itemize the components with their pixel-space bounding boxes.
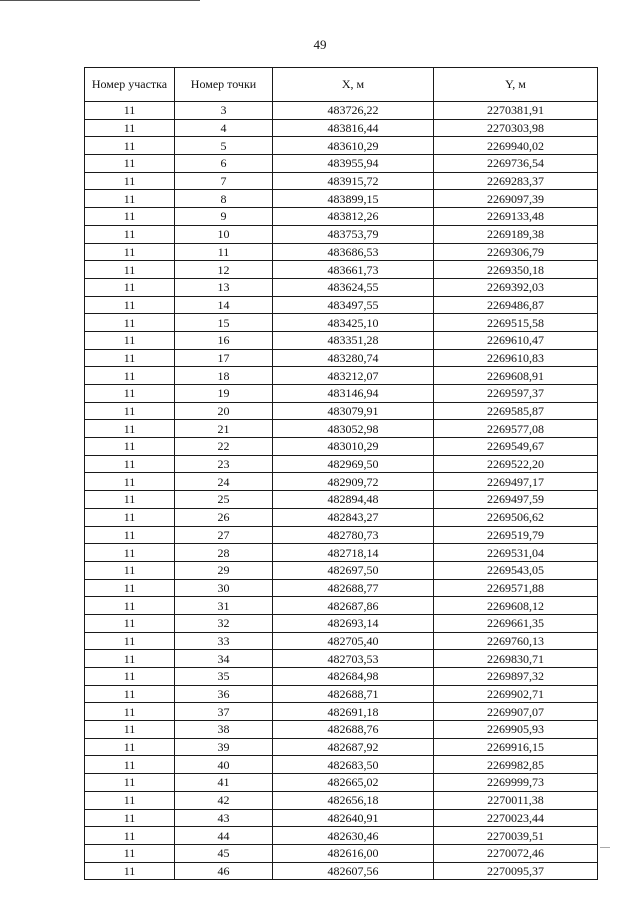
table-row bbox=[85, 225, 598, 243]
table-row bbox=[85, 438, 598, 456]
cell-x-coordinate: 482656,18 bbox=[273, 791, 434, 809]
table-row bbox=[85, 314, 598, 332]
cell-point-number: 45 bbox=[175, 844, 273, 862]
cell-x-coordinate: 483915,72 bbox=[273, 172, 434, 190]
header-point-number: Номер точки bbox=[175, 68, 273, 102]
table-row bbox=[85, 508, 598, 526]
cell-x-coordinate: 482780,73 bbox=[273, 526, 434, 544]
cell-x-coordinate: 483955,94 bbox=[273, 155, 434, 173]
cell-plot-number: 11 bbox=[85, 650, 175, 668]
table-row bbox=[85, 190, 598, 208]
table-row bbox=[85, 756, 598, 774]
cell-point-number: 43 bbox=[175, 809, 273, 827]
cell-y-coordinate: 2269133,48 bbox=[434, 208, 598, 226]
cell-y-coordinate: 2269350,18 bbox=[434, 261, 598, 279]
cell-point-number: 27 bbox=[175, 526, 273, 544]
cell-y-coordinate: 2270023,44 bbox=[434, 809, 598, 827]
cell-point-number: 28 bbox=[175, 544, 273, 562]
cell-y-coordinate: 2269571,88 bbox=[434, 579, 598, 597]
cell-plot-number: 11 bbox=[85, 491, 175, 509]
cell-plot-number: 11 bbox=[85, 402, 175, 420]
table-row bbox=[85, 526, 598, 544]
cell-plot-number: 11 bbox=[85, 809, 175, 827]
cell-x-coordinate: 483726,22 bbox=[273, 102, 434, 120]
cell-y-coordinate: 2269736,54 bbox=[434, 155, 598, 173]
cell-x-coordinate: 483425,10 bbox=[273, 314, 434, 332]
table-row bbox=[85, 172, 598, 190]
cell-point-number: 29 bbox=[175, 561, 273, 579]
cell-y-coordinate: 2270381,91 bbox=[434, 102, 598, 120]
cell-point-number: 46 bbox=[175, 862, 273, 880]
cell-point-number: 31 bbox=[175, 597, 273, 615]
cell-x-coordinate: 483816,44 bbox=[273, 119, 434, 137]
cell-plot-number: 11 bbox=[85, 349, 175, 367]
cell-point-number: 40 bbox=[175, 756, 273, 774]
cell-point-number: 23 bbox=[175, 455, 273, 473]
table-row bbox=[85, 703, 598, 721]
cell-plot-number: 11 bbox=[85, 367, 175, 385]
cell-x-coordinate: 483610,29 bbox=[273, 137, 434, 155]
cell-x-coordinate: 482687,92 bbox=[273, 738, 434, 756]
cell-plot-number: 11 bbox=[85, 385, 175, 403]
table-row bbox=[85, 668, 598, 686]
cell-point-number: 25 bbox=[175, 491, 273, 509]
cell-y-coordinate: 2269916,15 bbox=[434, 738, 598, 756]
table-row bbox=[85, 738, 598, 756]
cell-point-number: 10 bbox=[175, 225, 273, 243]
cell-x-coordinate: 482693,14 bbox=[273, 614, 434, 632]
cell-x-coordinate: 483079,91 bbox=[273, 402, 434, 420]
table-row bbox=[85, 473, 598, 491]
cell-point-number: 17 bbox=[175, 349, 273, 367]
cell-y-coordinate: 2269486,87 bbox=[434, 296, 598, 314]
table-row bbox=[85, 155, 598, 173]
cell-point-number: 15 bbox=[175, 314, 273, 332]
cell-point-number: 14 bbox=[175, 296, 273, 314]
cell-plot-number: 11 bbox=[85, 703, 175, 721]
table-row bbox=[85, 862, 598, 880]
cell-y-coordinate: 2269519,79 bbox=[434, 526, 598, 544]
cell-point-number: 30 bbox=[175, 579, 273, 597]
table-row bbox=[85, 243, 598, 261]
cell-point-number: 20 bbox=[175, 402, 273, 420]
cell-y-coordinate: 2269905,93 bbox=[434, 721, 598, 739]
cell-plot-number: 11 bbox=[85, 668, 175, 686]
cell-point-number: 35 bbox=[175, 668, 273, 686]
cell-point-number: 38 bbox=[175, 721, 273, 739]
cell-x-coordinate: 483812,26 bbox=[273, 208, 434, 226]
cell-y-coordinate: 2270095,37 bbox=[434, 862, 598, 880]
cell-point-number: 19 bbox=[175, 385, 273, 403]
cell-x-coordinate: 482665,02 bbox=[273, 774, 434, 792]
cell-x-coordinate: 482909,72 bbox=[273, 473, 434, 491]
table-row bbox=[85, 296, 598, 314]
cell-y-coordinate: 2269610,47 bbox=[434, 331, 598, 349]
table-row bbox=[85, 579, 598, 597]
cell-y-coordinate: 2269577,08 bbox=[434, 420, 598, 438]
table-row bbox=[85, 614, 598, 632]
cell-plot-number: 11 bbox=[85, 862, 175, 880]
cell-x-coordinate: 483899,15 bbox=[273, 190, 434, 208]
cell-y-coordinate: 2269283,37 bbox=[434, 172, 598, 190]
table-row bbox=[85, 261, 598, 279]
page-number: 49 bbox=[313, 37, 327, 52]
cell-x-coordinate: 482969,50 bbox=[273, 455, 434, 473]
cell-y-coordinate: 2269897,32 bbox=[434, 668, 598, 686]
cell-y-coordinate: 2269597,37 bbox=[434, 385, 598, 403]
cell-plot-number: 11 bbox=[85, 473, 175, 491]
cell-y-coordinate: 2269610,83 bbox=[434, 349, 598, 367]
cell-x-coordinate: 483212,07 bbox=[273, 367, 434, 385]
table-row bbox=[85, 721, 598, 739]
cell-point-number: 41 bbox=[175, 774, 273, 792]
cell-y-coordinate: 2269999,73 bbox=[434, 774, 598, 792]
cell-x-coordinate: 482616,00 bbox=[273, 844, 434, 862]
cell-x-coordinate: 483010,29 bbox=[273, 438, 434, 456]
cell-point-number: 12 bbox=[175, 261, 273, 279]
cell-plot-number: 11 bbox=[85, 455, 175, 473]
cell-y-coordinate: 2269907,07 bbox=[434, 703, 598, 721]
cell-x-coordinate: 482718,14 bbox=[273, 544, 434, 562]
cell-point-number: 6 bbox=[175, 155, 273, 173]
cell-plot-number: 11 bbox=[85, 685, 175, 703]
cell-y-coordinate: 2270072,46 bbox=[434, 844, 598, 862]
header-x-coordinate: X, м bbox=[273, 68, 434, 102]
cell-point-number: 21 bbox=[175, 420, 273, 438]
cell-x-coordinate: 482684,98 bbox=[273, 668, 434, 686]
cell-y-coordinate: 2269549,67 bbox=[434, 438, 598, 456]
table-row bbox=[85, 561, 598, 579]
cell-y-coordinate: 2269830,71 bbox=[434, 650, 598, 668]
cell-x-coordinate: 483497,55 bbox=[273, 296, 434, 314]
cell-point-number: 13 bbox=[175, 278, 273, 296]
cell-plot-number: 11 bbox=[85, 438, 175, 456]
cell-y-coordinate: 2269608,91 bbox=[434, 367, 598, 385]
cell-point-number: 36 bbox=[175, 685, 273, 703]
cell-y-coordinate: 2269543,05 bbox=[434, 561, 598, 579]
cell-plot-number: 11 bbox=[85, 614, 175, 632]
cell-plot-number: 11 bbox=[85, 508, 175, 526]
cell-plot-number: 11 bbox=[85, 243, 175, 261]
cell-point-number: 42 bbox=[175, 791, 273, 809]
cell-point-number: 3 bbox=[175, 102, 273, 120]
cell-x-coordinate: 483280,74 bbox=[273, 349, 434, 367]
cell-point-number: 24 bbox=[175, 473, 273, 491]
cell-y-coordinate: 2269189,38 bbox=[434, 225, 598, 243]
cell-point-number: 37 bbox=[175, 703, 273, 721]
cell-plot-number: 11 bbox=[85, 844, 175, 862]
header-y-coordinate: Y, м bbox=[434, 68, 598, 102]
coordinates-table bbox=[84, 67, 598, 880]
cell-plot-number: 11 bbox=[85, 791, 175, 809]
cell-x-coordinate: 482688,71 bbox=[273, 685, 434, 703]
cell-plot-number: 11 bbox=[85, 102, 175, 120]
cell-x-coordinate: 482683,50 bbox=[273, 756, 434, 774]
cell-y-coordinate: 2269506,62 bbox=[434, 508, 598, 526]
cell-plot-number: 11 bbox=[85, 331, 175, 349]
cell-plot-number: 11 bbox=[85, 261, 175, 279]
cell-plot-number: 11 bbox=[85, 774, 175, 792]
cell-plot-number: 11 bbox=[85, 827, 175, 845]
cell-point-number: 11 bbox=[175, 243, 273, 261]
cell-y-coordinate: 2269982,85 bbox=[434, 756, 598, 774]
cell-y-coordinate: 2269522,20 bbox=[434, 455, 598, 473]
cell-x-coordinate: 482687,86 bbox=[273, 597, 434, 615]
cell-x-coordinate: 482705,40 bbox=[273, 632, 434, 650]
table-row bbox=[85, 349, 598, 367]
cell-x-coordinate: 482607,56 bbox=[273, 862, 434, 880]
cell-point-number: 32 bbox=[175, 614, 273, 632]
cell-plot-number: 11 bbox=[85, 721, 175, 739]
cell-plot-number: 11 bbox=[85, 190, 175, 208]
cell-y-coordinate: 2269661,35 bbox=[434, 614, 598, 632]
table-row bbox=[85, 119, 598, 137]
cell-plot-number: 11 bbox=[85, 119, 175, 137]
cell-x-coordinate: 482703,53 bbox=[273, 650, 434, 668]
cell-y-coordinate: 2269515,58 bbox=[434, 314, 598, 332]
table-row bbox=[85, 685, 598, 703]
table-row bbox=[85, 367, 598, 385]
cell-plot-number: 11 bbox=[85, 137, 175, 155]
cell-x-coordinate: 483146,94 bbox=[273, 385, 434, 403]
cell-plot-number: 11 bbox=[85, 225, 175, 243]
cell-point-number: 34 bbox=[175, 650, 273, 668]
cell-x-coordinate: 482894,48 bbox=[273, 491, 434, 509]
table-row bbox=[85, 650, 598, 668]
table-row bbox=[85, 774, 598, 792]
table-row bbox=[85, 420, 598, 438]
table-row bbox=[85, 385, 598, 403]
table-row bbox=[85, 208, 598, 226]
cell-x-coordinate: 483686,53 bbox=[273, 243, 434, 261]
cell-point-number: 4 bbox=[175, 119, 273, 137]
cell-y-coordinate: 2269940,02 bbox=[434, 137, 598, 155]
table-header bbox=[85, 68, 598, 102]
cell-y-coordinate: 2269902,71 bbox=[434, 685, 598, 703]
cell-y-coordinate: 2269497,59 bbox=[434, 491, 598, 509]
cell-y-coordinate: 2270039,51 bbox=[434, 827, 598, 845]
table-row bbox=[85, 278, 598, 296]
cell-y-coordinate: 2269497,17 bbox=[434, 473, 598, 491]
cell-plot-number: 11 bbox=[85, 296, 175, 314]
cell-plot-number: 11 bbox=[85, 597, 175, 615]
cell-y-coordinate: 2269306,79 bbox=[434, 243, 598, 261]
cell-y-coordinate: 2269585,87 bbox=[434, 402, 598, 420]
cell-plot-number: 11 bbox=[85, 172, 175, 190]
cell-y-coordinate: 2270011,38 bbox=[434, 791, 598, 809]
cell-point-number: 8 bbox=[175, 190, 273, 208]
cell-x-coordinate: 482697,50 bbox=[273, 561, 434, 579]
cell-x-coordinate: 482691,18 bbox=[273, 703, 434, 721]
cell-point-number: 5 bbox=[175, 137, 273, 155]
table-row bbox=[85, 491, 598, 509]
table-row bbox=[85, 791, 598, 809]
header-plot-number: Номер участка bbox=[85, 68, 175, 102]
table-row bbox=[85, 809, 598, 827]
table-row bbox=[85, 402, 598, 420]
header-row bbox=[85, 68, 598, 102]
cell-plot-number: 11 bbox=[85, 420, 175, 438]
cell-plot-number: 11 bbox=[85, 208, 175, 226]
cell-x-coordinate: 483624,55 bbox=[273, 278, 434, 296]
scan-edge-line bbox=[0, 0, 200, 1]
cell-point-number: 22 bbox=[175, 438, 273, 456]
cell-point-number: 33 bbox=[175, 632, 273, 650]
cell-point-number: 9 bbox=[175, 208, 273, 226]
cell-x-coordinate: 483351,28 bbox=[273, 331, 434, 349]
cell-y-coordinate: 2269097,39 bbox=[434, 190, 598, 208]
cell-plot-number: 11 bbox=[85, 526, 175, 544]
cell-x-coordinate: 482843,27 bbox=[273, 508, 434, 526]
table-row bbox=[85, 455, 598, 473]
cell-plot-number: 11 bbox=[85, 561, 175, 579]
cell-x-coordinate: 482630,46 bbox=[273, 827, 434, 845]
cell-plot-number: 11 bbox=[85, 579, 175, 597]
cell-plot-number: 11 bbox=[85, 155, 175, 173]
cell-y-coordinate: 2269531,04 bbox=[434, 544, 598, 562]
cell-point-number: 39 bbox=[175, 738, 273, 756]
table-row bbox=[85, 827, 598, 845]
cell-point-number: 44 bbox=[175, 827, 273, 845]
cell-x-coordinate: 482688,76 bbox=[273, 721, 434, 739]
cell-plot-number: 11 bbox=[85, 756, 175, 774]
cell-plot-number: 11 bbox=[85, 738, 175, 756]
cell-x-coordinate: 483661,73 bbox=[273, 261, 434, 279]
cell-point-number: 16 bbox=[175, 331, 273, 349]
table-row bbox=[85, 597, 598, 615]
table-row bbox=[85, 632, 598, 650]
table-row bbox=[85, 844, 598, 862]
cell-x-coordinate: 482688,77 bbox=[273, 579, 434, 597]
cell-x-coordinate: 482640,91 bbox=[273, 809, 434, 827]
cell-point-number: 26 bbox=[175, 508, 273, 526]
cell-plot-number: 11 bbox=[85, 278, 175, 296]
table-body bbox=[85, 102, 598, 880]
cell-x-coordinate: 483753,79 bbox=[273, 225, 434, 243]
cell-y-coordinate: 2269760,13 bbox=[434, 632, 598, 650]
cell-y-coordinate: 2270303,98 bbox=[434, 119, 598, 137]
table-row bbox=[85, 137, 598, 155]
cell-y-coordinate: 2269392,03 bbox=[434, 278, 598, 296]
cell-point-number: 7 bbox=[175, 172, 273, 190]
cell-y-coordinate: 2269608,12 bbox=[434, 597, 598, 615]
cell-plot-number: 11 bbox=[85, 314, 175, 332]
table-row bbox=[85, 102, 598, 120]
scan-mark bbox=[600, 847, 610, 848]
cell-plot-number: 11 bbox=[85, 544, 175, 562]
cell-plot-number: 11 bbox=[85, 632, 175, 650]
cell-x-coordinate: 483052,98 bbox=[273, 420, 434, 438]
cell-point-number: 18 bbox=[175, 367, 273, 385]
table-row bbox=[85, 544, 598, 562]
table-row bbox=[85, 331, 598, 349]
